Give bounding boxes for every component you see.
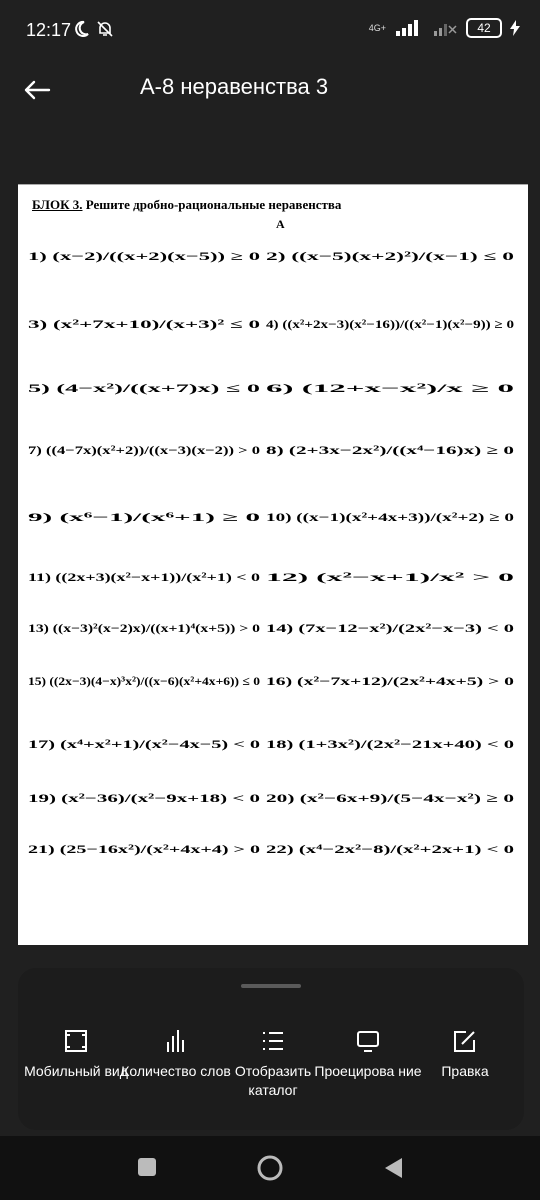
problem-item: 16) (x²−7x+12)/(2x²+4x+5) > 0 (266, 674, 514, 688)
problem-item: 21) (25−16x²)/(x²+4x+4) > 0 (28, 842, 260, 856)
problem-item: 14) (7x−12−x²)/(2x²−x−3) < 0 (266, 621, 514, 635)
problem-list (18, 185, 528, 945)
document-page (18, 184, 528, 945)
status-time: 12:17 (26, 20, 72, 40)
problem-item: 10) ((x−1)(x²+4x+3))/(x²+2) ≥ 0 (266, 510, 514, 524)
catalog-icon (260, 1028, 286, 1054)
charging-icon (510, 20, 520, 36)
tool-label: Правка (441, 1063, 489, 1079)
problem-item: 7) ((4−7x)(x²+2))/((x−3)(x−2)) > 0 (28, 443, 260, 457)
problem-item: 1) (x−2)/((x+2)(x−5)) ≥ 0 (28, 249, 260, 263)
problem-item: 12) (x²−x+1)/x² > 0 (266, 570, 514, 584)
tool-label: Отобразить каталог (234, 1063, 312, 1098)
moon-icon (74, 20, 90, 38)
document-viewer[interactable] (0, 184, 540, 954)
problem-item: 4) ((x²+2x−3)(x²−16))/((x²−1)(x²−9)) ≥ 0 (266, 317, 514, 331)
problem-item: 13) ((x−3)²(x−2)x)/((x+1)⁴(x+5)) > 0 (28, 621, 260, 635)
problem-item: 6) (12+x−x²)/x ≥ 0 (266, 381, 514, 395)
edit-icon (452, 1028, 478, 1054)
word-count-button[interactable] (121, 1028, 231, 1081)
recent-apps-icon[interactable] (136, 1156, 158, 1178)
problem-item: 2) ((x−5)(x+2)²)/(x−1) ≤ 0 (266, 249, 514, 263)
word-count-icon (163, 1028, 189, 1054)
problem-item: 15) ((2x−3)(4−x)³x²)/((x−6)(x²+4x+6)) ≤ 0 (28, 674, 260, 688)
section-label: А (276, 217, 285, 231)
problem-item: 5) (4−x²)/((x+7)x) ≤ 0 (28, 381, 260, 395)
mobile-view-button[interactable] (21, 1028, 131, 1081)
problem-item: 11) ((2x+3)(x²−x+1))/(x²+1) < 0 (28, 570, 260, 584)
system-nav-bar (0, 1136, 540, 1200)
edit-button[interactable] (410, 1028, 520, 1081)
tool-label: Мобильный вид (24, 1063, 128, 1079)
problem-item: 18) (1+3x²)/(2x²−21x+40) < 0 (266, 737, 514, 751)
problem-item: 17) (x⁴+x²+1)/(x²−4x−5) < 0 (28, 737, 260, 751)
tool-label: Количество слов (121, 1063, 231, 1079)
problem-item: 9) (x⁶−1)/(x⁶+1) ≥ 0 (28, 510, 260, 524)
problem-item: 3) (x²+7x+10)/(x+3)² ≤ 0 (28, 317, 260, 331)
tool-label: Проецирова ние (314, 1063, 422, 1079)
battery-icon (466, 18, 502, 38)
document-header: БЛОК 3. Решите дробно-рациональные неравенства (32, 197, 342, 212)
back-nav-icon[interactable] (382, 1156, 404, 1180)
problem-item: 22) (x⁴−2x²−8)/(x²+2x+1) < 0 (266, 842, 514, 856)
arrow-left-icon[interactable] (22, 75, 52, 105)
signal-icon (394, 20, 424, 36)
bottom-toolbar (18, 968, 524, 1130)
projection-icon (355, 1028, 381, 1054)
network-type: 4G+ (368, 22, 386, 33)
problem-item: 20) (x²−6x+9)/(5−4x−x²) ≥ 0 (266, 791, 514, 805)
problem-item: 19) (x²−36)/(x²−9x+18) < 0 (28, 791, 260, 805)
catalog-button[interactable] (218, 1028, 328, 1100)
signal-weak-icon (432, 20, 458, 36)
status-bar (0, 0, 540, 60)
battery-level: 42 (477, 21, 491, 35)
home-icon[interactable] (256, 1154, 284, 1182)
problem-item: 8) (2+3x−2x²)/((x⁴−16)x) ≥ 0 (266, 443, 514, 457)
page-title: А-8 неравенства 3 (140, 74, 329, 99)
mobile-view-icon (63, 1028, 89, 1054)
drag-handle[interactable] (241, 984, 301, 988)
projection-button[interactable] (313, 1028, 423, 1081)
mute-bell-icon (96, 20, 114, 38)
app-bar (0, 60, 540, 120)
